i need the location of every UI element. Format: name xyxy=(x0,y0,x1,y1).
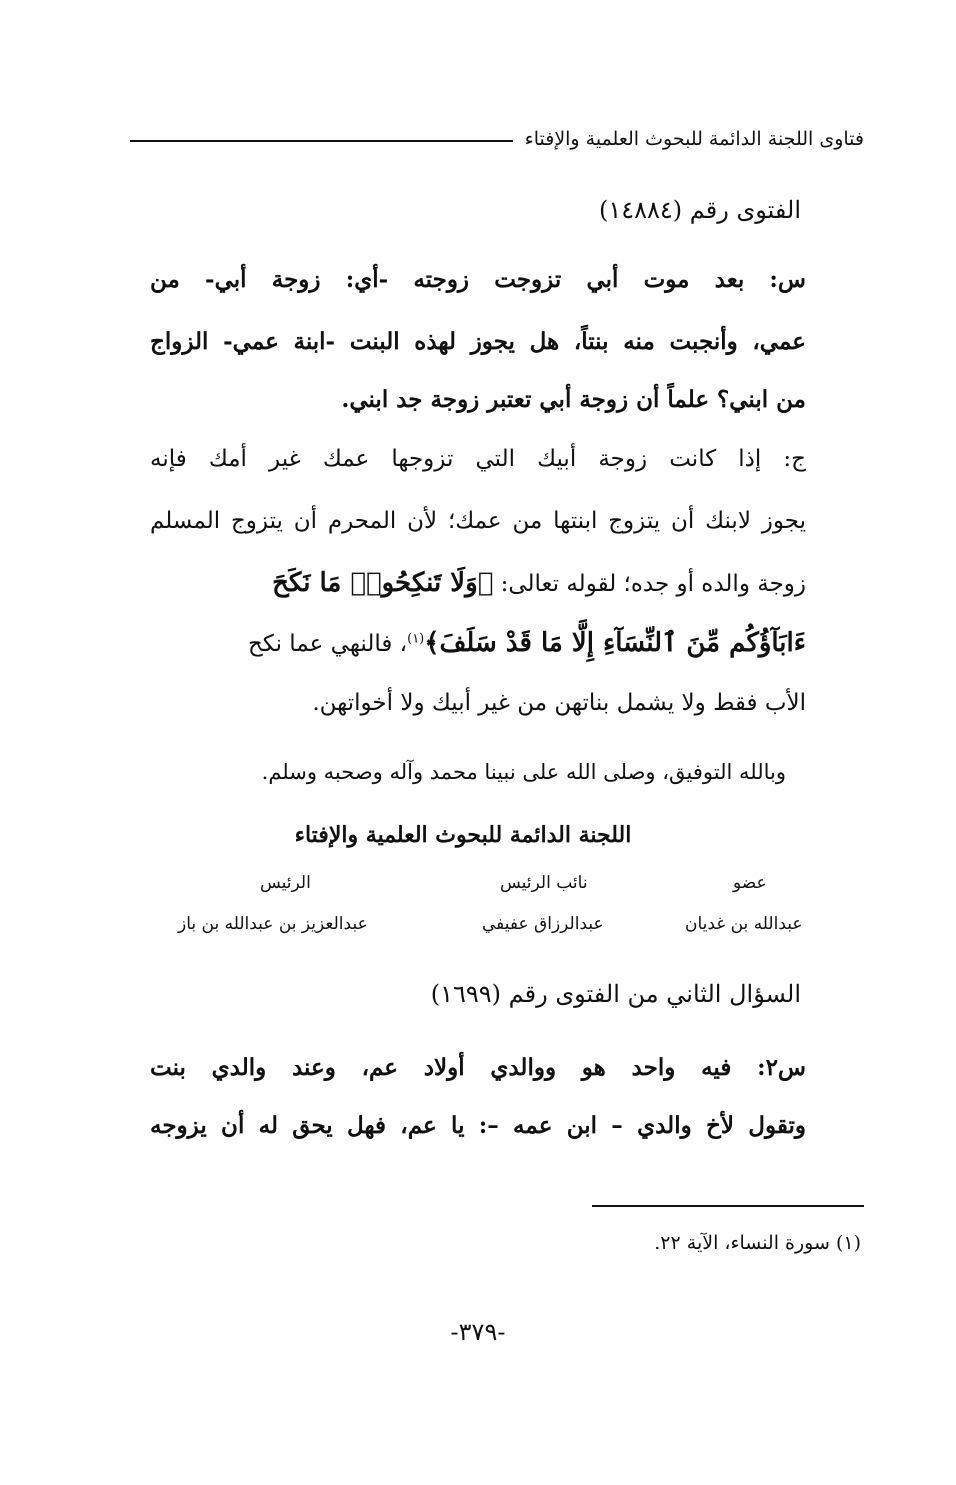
closing-formula: وبالله التوفيق، وصلى الله على نبينا محمد وآله وصحبه وسلم. xyxy=(261,760,786,784)
answer-line-4-tail: ، فالنهي عما نكح xyxy=(248,631,408,657)
answer-line-4 xyxy=(150,628,806,658)
signatory-role-vice-president: نائب الرئيس xyxy=(500,873,588,893)
committee-name: اللجنة الدائمة للبحوث العلمية والإفتاء xyxy=(294,822,632,848)
signatory-role-member: عضو xyxy=(733,873,767,893)
answer-line-1: ج: إذا كانت زوجة أبيك التي تزوجها عمك غير أمك فإنه xyxy=(150,446,806,472)
running-header xyxy=(130,128,864,150)
section2-question-line-1: س٢: فيه واحد هو ووالدي أولاد عم، وعند والدي بنت xyxy=(150,1054,806,1081)
signatory-name-member: عبدالله بن غديان xyxy=(685,914,803,934)
answer-line-2: يجوز لابنك أن يتزوج ابنتها من عمك؛ لأن المحرم أن يتزوج المسلم xyxy=(150,508,806,534)
quran-verse-part-1: ﴿وَلَا تَنكِحُوا۟ مَا نَكَحَ xyxy=(272,568,494,598)
question-line-1: س: بعد موت أبي تزوجت زوجته -أي: زوجة أبي- من xyxy=(150,266,806,293)
header-rule xyxy=(130,140,513,142)
answer-line-3 xyxy=(150,568,806,598)
answer-line-3-text: زوجة والده أو جده؛ لقوله تعالى: xyxy=(493,571,806,597)
footnote: (١) سورة النساء، الآية ٢٢. xyxy=(654,1232,861,1254)
page-number: -٣٧٩- xyxy=(450,1318,506,1346)
footnote-marker: (١) xyxy=(407,631,425,647)
question-line-3: من ابني؟ علماً أن زوجة أبي تعتبر زوجة جد ابني. xyxy=(341,386,806,413)
answer-line-5: الأب فقط ولا يشمل بناتهن من غير أبيك ولا أخواتهن. xyxy=(312,690,806,716)
question-line-2: عمي، وأنجبت منه بنتاً، هل يجوز لهذه البنت -ابنة عمي- الزواج xyxy=(150,328,806,355)
quran-verse-part-2: ءَابَآؤُكُم مِّنَ ٱلنِّسَآءِ إِلَّا مَا قَدْ سَلَفَ﴾ xyxy=(424,628,806,658)
section2-title: السؤال الثاني من الفتوى رقم (١٦٩٩) xyxy=(430,980,801,1008)
fatwa-title: الفتوى رقم (١٤٨٨٤) xyxy=(598,196,801,224)
section2-question-line-2: وتقول لأخ والدي – ابن عمه –: يا عم، فهل يحق له أن يزوجه xyxy=(150,1112,806,1139)
signatory-name-president: عبدالعزيز بن عبدالله بن باز xyxy=(178,914,368,934)
signatory-name-vice-president: عبدالرزاق عفيفي xyxy=(482,914,604,934)
signatory-role-president: الرئيس xyxy=(260,873,311,893)
header-title: فتاوى اللجنة الدائمة للبحوث العلمية والإفتاء xyxy=(524,128,864,150)
footnote-rule xyxy=(592,1205,864,1207)
